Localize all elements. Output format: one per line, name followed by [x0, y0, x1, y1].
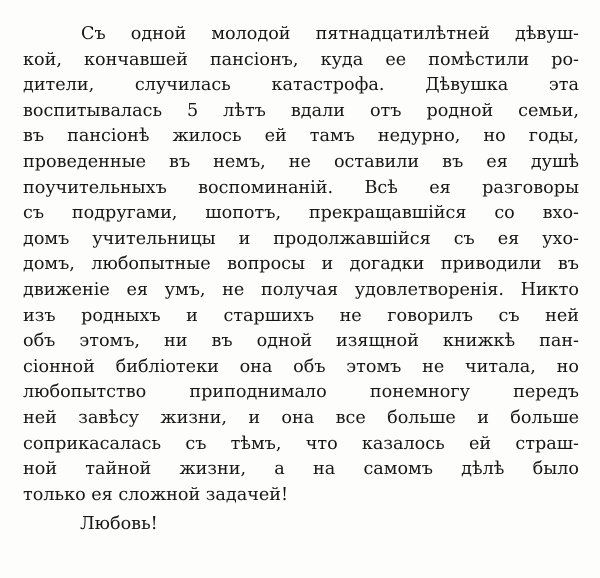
- text-line: кой, кончавшей пансiонъ, куда ее помѣстили ро-: [23, 49, 579, 70]
- text-line: ной тайной жизни, а на самомъ дѣлѣ было: [23, 459, 579, 480]
- text-line: домъ, любопытные вопросы и догадки приводили въ: [23, 254, 579, 275]
- text-line: сiонной библiотеки она объ этомъ не читала, но: [23, 356, 579, 377]
- text-line: проведенные въ немъ, не оставили въ ея душѣ: [23, 151, 579, 172]
- text-line: только ея сложной задачей!: [23, 484, 289, 505]
- text-line: домъ учительницы и продолжавшiйся съ ея ухо-: [23, 228, 579, 249]
- text-line: ней завѣсу жизни, и она все больше и больше: [23, 407, 579, 428]
- text-line: изъ родныхъ и старшихъ не говорилъ съ ней: [23, 305, 579, 326]
- text-line: любопытство приподнимало понемногу передъ: [23, 382, 579, 403]
- text-line: дители, случилась катастрофа. Дѣвушка эта: [23, 75, 579, 96]
- text-line: въ пансiонѣ жилось ей тамъ недурно, но годы,: [23, 126, 579, 147]
- text-line: Съ одной молодой пятнадцатилѣтней дѣвуш-: [81, 24, 579, 44]
- text-line: соприкасалась съ тѣмъ, что казалось ей страш-: [23, 433, 579, 454]
- text-line: съ подругами, шопотъ, прекращавшiйся со вхо-: [23, 203, 579, 224]
- text-line: объ этомъ, ни въ одной изящной книжкѣ пан-: [23, 331, 579, 352]
- closing-line: Любовь!: [80, 514, 158, 535]
- text-line: движенiе ея умъ, не получая удовлетворенiя. Никто: [23, 279, 579, 300]
- paragraph: [23, 22, 579, 538]
- text-line: воспитывалась 5 лѣтъ вдали отъ родной семьи,: [23, 100, 579, 121]
- text-line: поучительныхъ воспоминанiй. Всѣ ея разговоры: [23, 177, 579, 198]
